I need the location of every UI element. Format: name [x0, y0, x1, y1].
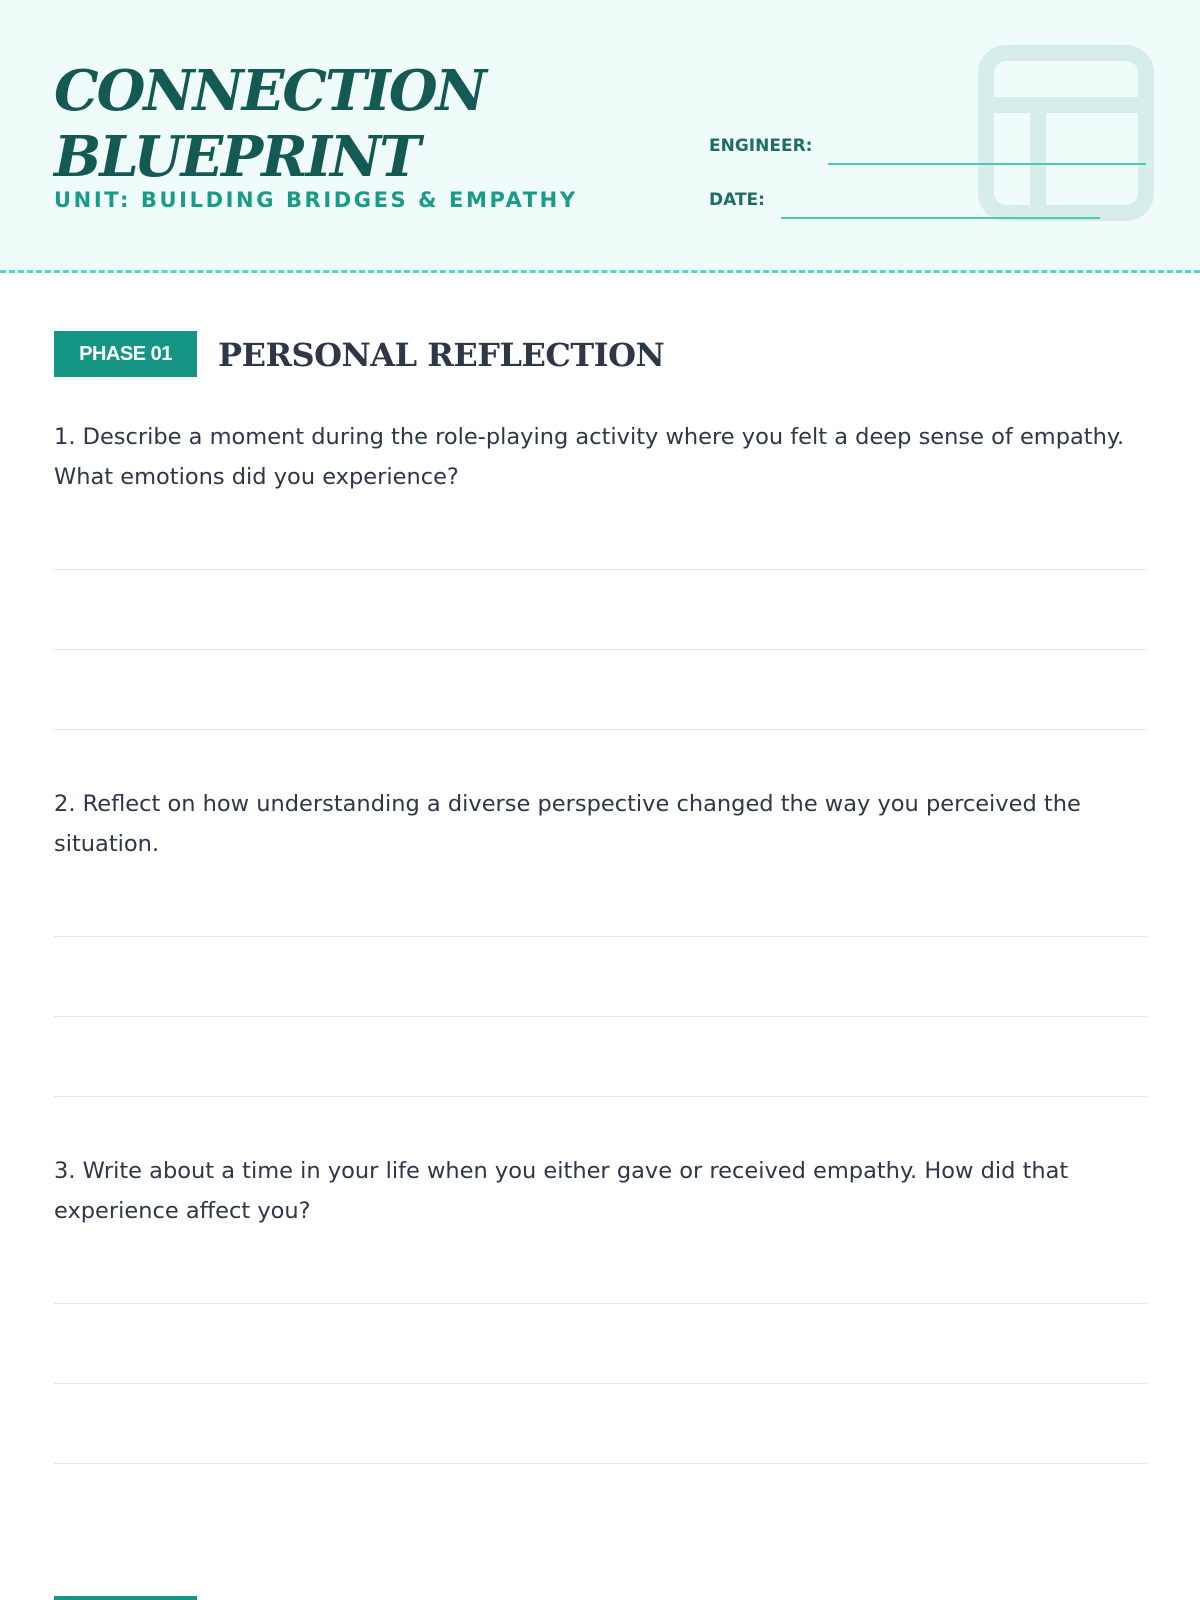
- worksheet-title: [54, 58, 654, 190]
- engineer-label: ENGINEER:: [709, 136, 813, 156]
- date-field[interactable]: [781, 217, 1100, 219]
- question-3: 3. Write about a time in your life when you either gave or received empathy. How did that experience affect you?: [54, 1158, 1069, 1224]
- answer-line-2-2[interactable]: [54, 1016, 1147, 1017]
- title-line-1: CONNECTION: [54, 58, 485, 124]
- phase-badge: PHASE 01: [54, 331, 197, 377]
- answer-line-1-3[interactable]: [54, 729, 1147, 730]
- layout-icon: [978, 45, 1154, 221]
- unit-subtitle: UNIT: BUILDING BRIDGES & EMPATHY: [54, 188, 578, 212]
- section-title: PERSONAL REFLECTION: [218, 336, 665, 374]
- next-phase-badge-edge: [54, 1596, 197, 1600]
- answer-line-1-2[interactable]: [54, 649, 1147, 650]
- question-1: 1. Describe a moment during the role-playing activity where you felt a deep sense of empathy. What emotions did you experience?: [54, 424, 1125, 490]
- answer-line-2-1[interactable]: [54, 936, 1147, 937]
- title-line-2: BLUEPRINT: [54, 124, 419, 190]
- engineer-field[interactable]: [828, 163, 1146, 165]
- question-2: 2. Reflect on how understanding a diverse perspective changed the way you perceived the situation.: [54, 791, 1081, 857]
- answer-line-3-2[interactable]: [54, 1383, 1147, 1384]
- date-label: DATE:: [709, 190, 765, 210]
- worksheet-header: [0, 0, 1200, 273]
- answer-line-3-1[interactable]: [54, 1303, 1147, 1304]
- answer-line-3-3[interactable]: [54, 1463, 1147, 1464]
- answer-line-2-3[interactable]: [54, 1096, 1147, 1097]
- answer-line-1-1[interactable]: [54, 569, 1147, 570]
